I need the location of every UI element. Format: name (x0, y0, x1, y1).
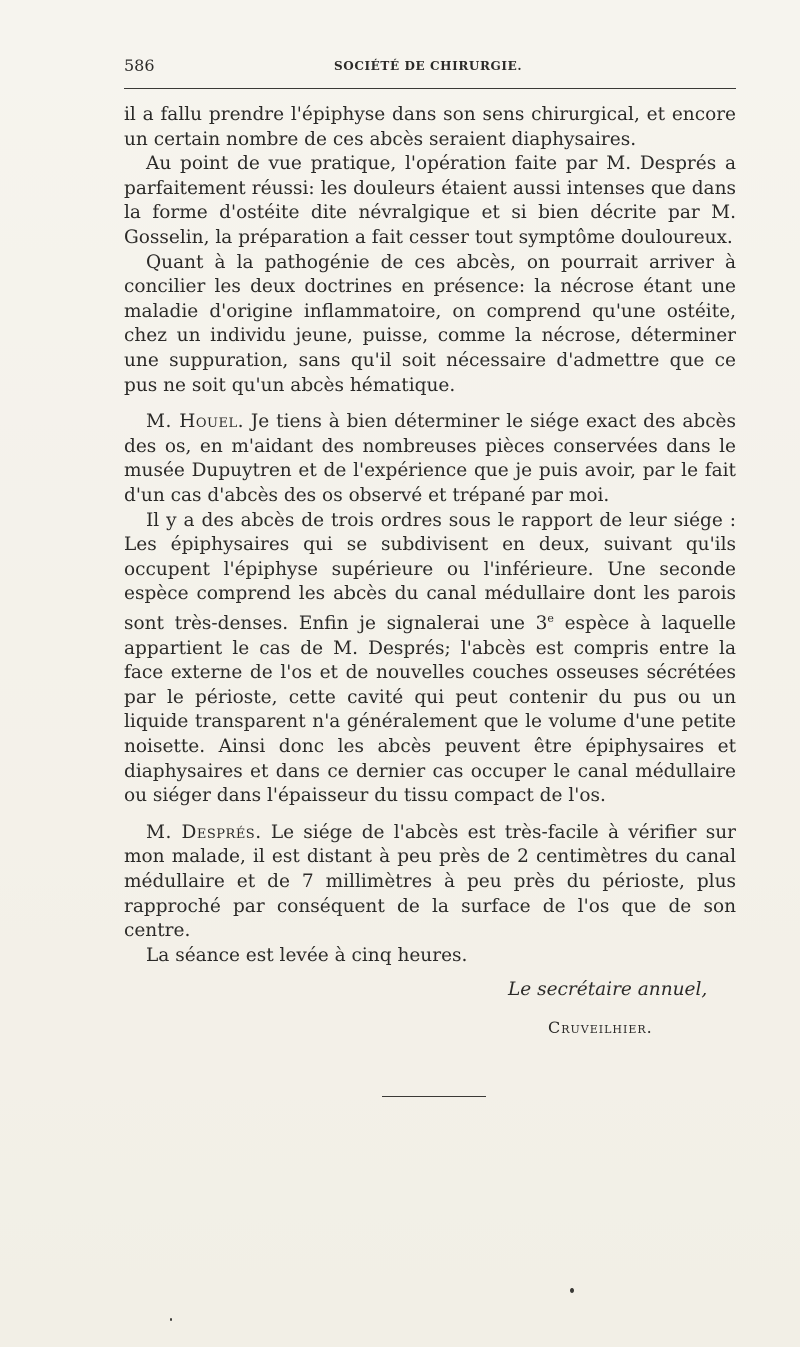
body-text (124, 103, 736, 968)
signature-block (508, 978, 707, 1040)
paragraph-continuation: il a fallu prendre l'épiphyse dans son sens chirurgical, et encore un certain nombre de ces abcès seraient diaphysaires. (124, 104, 736, 150)
paragraph-text: Je tiens à bien déterminer le siége exact des abcès des os, en m'aidant des nombreuses pièces conservées dans le musée Dupuytren et de l'expérience que je puis avoir, par le fait d'un cas d'abcès des os observé et trépané par moi. (124, 411, 736, 506)
paragraph-closing: La séance est levée à cinq heures. (146, 944, 468, 966)
paragraph-practical: Au point de vue pratique, l'opération faite par M. Després a parfaitement réussi: les douleurs étaient aussi intenses que dans la forme d'ostéite dite névralgique et si bien décrite par M. Gosselin, la préparation a fait cesser tout symptôme douloureux. (124, 153, 736, 248)
paragraph-houel (124, 410, 736, 508)
paragraph-pathogeny: Quant à la pathogénie de ces abcès, on pourrait arriver à concilier les deux doctrines en présence: la nécrose étant une maladie d'origine inflammatoire, on comprend qu'une ostéite, chez un individu jeune, puisse, comme la nécrose, déterminer une suppuration, sans qu'il soit nécessaire d'admettre que ce pus ne soit qu'un abcès hématique. (124, 251, 736, 396)
running-head: SOCIÉTÉ DE CHIRURGIE. (334, 59, 523, 73)
signature-name: Cruveilhier. (548, 1018, 653, 1037)
paragraph-text: Le siége de l'abcès est très-facile à vérifier sur mon malade, il est distant à peu près de 2 centimètres du canal médullaire et de 7 millimètres à peu près du périoste, plus rapproché par conséquent de la surface de l'os que de son centre. (124, 821, 736, 942)
superscript: e (547, 611, 554, 625)
paragraph-text: Il y a des abcès de trois ordres sous le rapport de leur siége : Les épiphysaires qui se subdivisent en deux, suivant qu'ils occupent l'épiphyse supérieure ou l'inférieure. Une seconde espèce comprend les abcès du canal médullaire dont les parois sont très-denses. Enfin je signalerai une 3 (124, 509, 736, 635)
page-number: 586 (124, 56, 155, 75)
paragraph-three-orders (124, 509, 736, 809)
signature-role: Le secrétaire annuel, (508, 979, 708, 1000)
speaker-name: M. Houel. (146, 411, 244, 433)
header-rule (124, 88, 736, 89)
page-header (124, 56, 736, 80)
end-rule (382, 1096, 486, 1097)
paragraph-despres (124, 821, 736, 944)
ink-speck (570, 1288, 574, 1293)
paragraph-text: espèce à laquelle appartient le cas de M. Després; l'abcès est compris entre la face externe de l'os et de nouvelles couches osseuses sécrétées par le périoste, cette cavité qui peut contenir du pus ou un liquide transparent n'a généralement que le volume d'une petite noisette. Ainsi donc les abcès peuvent être épiphysaires et diaphysaires et dans ce dernier cas occuper le canal médullaire ou siéger dans l'épaisseur du tissu compact de l'os. (124, 613, 736, 807)
ink-speck (170, 1318, 172, 1321)
speaker-name: M. Després. (146, 821, 262, 843)
